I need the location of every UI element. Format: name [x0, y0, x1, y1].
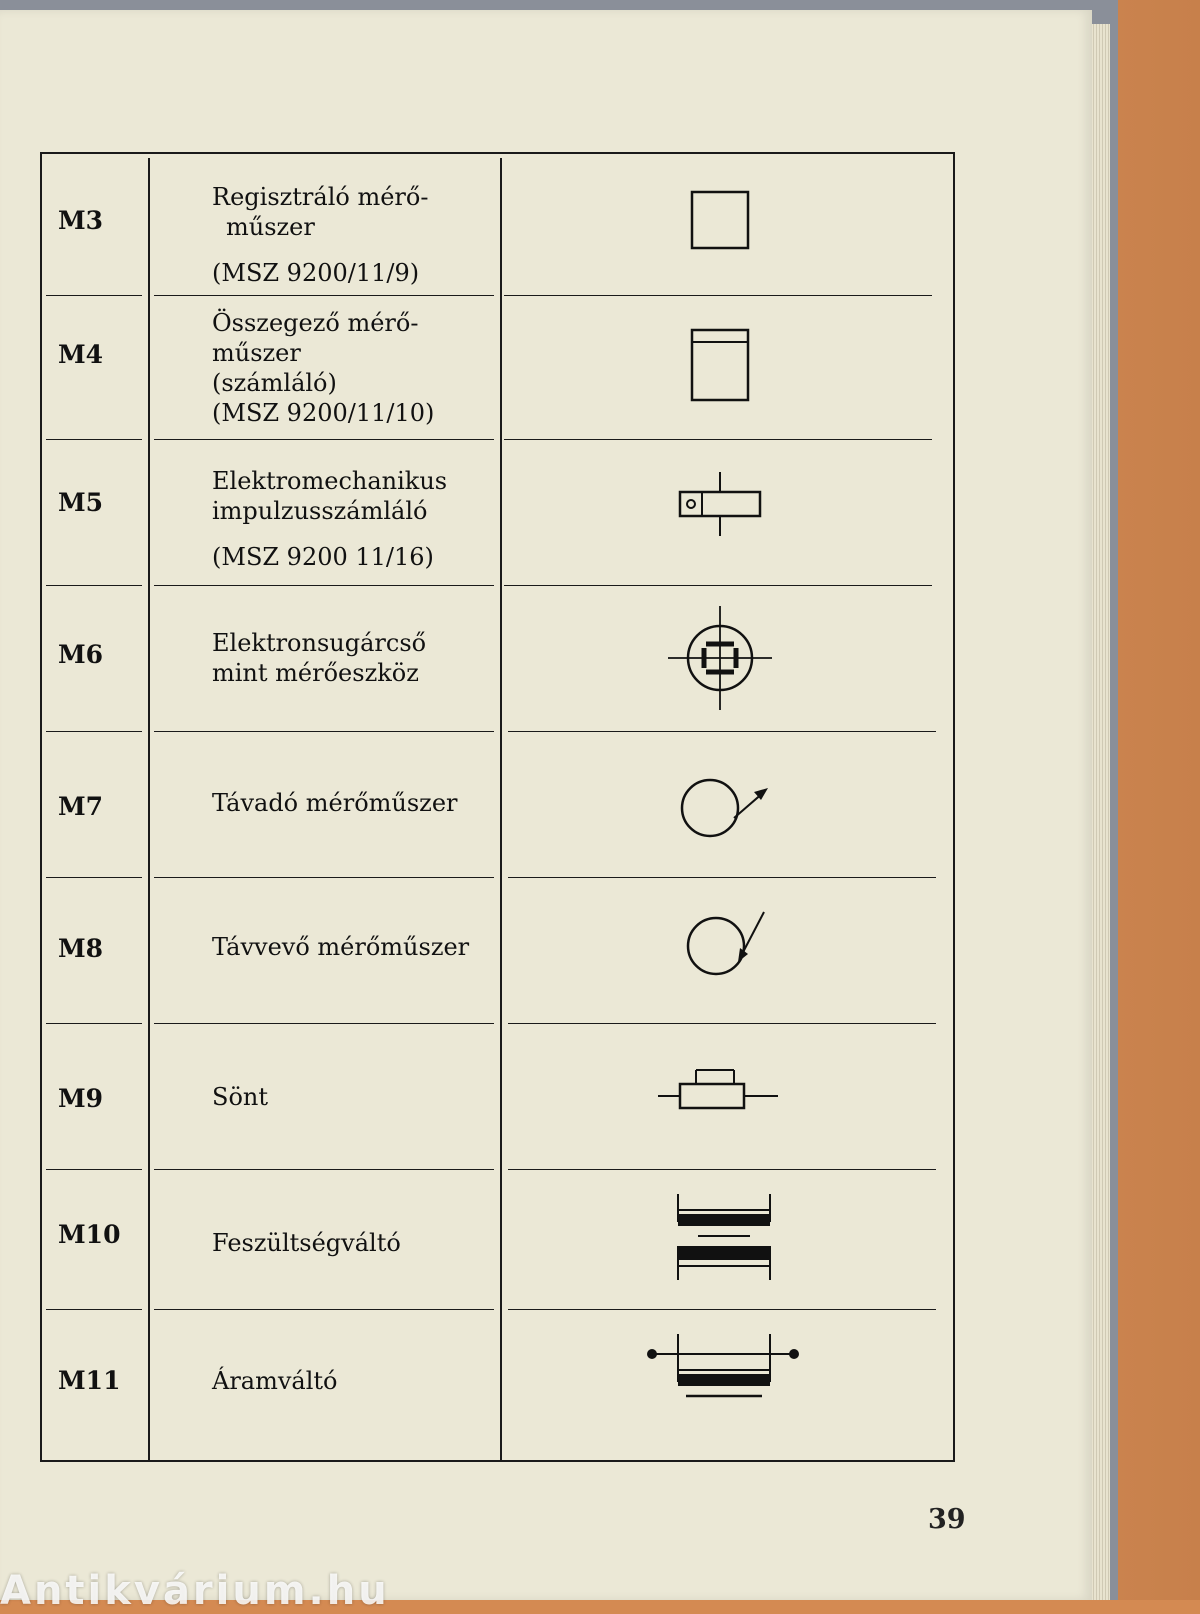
- book-page: [0, 10, 1092, 1600]
- page-number: 39: [928, 1504, 966, 1535]
- row-description: [212, 182, 542, 288]
- row-code: M8: [58, 934, 104, 963]
- row-description: [212, 628, 542, 688]
- symbol-cell: [502, 1310, 952, 1460]
- description-line: (számláló): [212, 369, 337, 397]
- description-line: Áramváltó: [212, 1367, 338, 1395]
- symbol-cell: [502, 586, 952, 732]
- description-line: (MSZ 9200/11/9): [212, 259, 420, 287]
- crt-icon: [502, 586, 952, 732]
- row-code: M4: [58, 340, 104, 369]
- table-row-m10: [42, 1170, 952, 1310]
- row-description: [212, 788, 542, 818]
- row-code: M3: [58, 206, 104, 235]
- symbol-cell: [502, 1024, 952, 1170]
- row-code: M10: [58, 1220, 121, 1249]
- row-description: [212, 1082, 542, 1112]
- description-line: Elektromechanikus: [212, 467, 448, 495]
- description-line: Távadó mérőműszer: [212, 789, 458, 817]
- symbol-cell: [502, 440, 952, 586]
- description-line: Regisztráló mérő-: [212, 183, 429, 211]
- description-line: [212, 242, 542, 250]
- description-line: impulzusszámláló: [212, 497, 428, 525]
- transmitter-icon: [502, 732, 952, 878]
- row-code: M6: [58, 640, 104, 669]
- row-description: [212, 932, 542, 962]
- row-description: [212, 1228, 542, 1258]
- symbol-table: [40, 152, 955, 1462]
- row-description: [212, 466, 542, 572]
- description-line: (MSZ 9200 11/16): [212, 543, 434, 571]
- row-code: M11: [58, 1366, 121, 1395]
- current-transformer-icon: [502, 1310, 952, 1460]
- description-line: [212, 526, 542, 534]
- description-line: mint mérőeszköz: [212, 659, 419, 687]
- counter-box-icon: [502, 296, 952, 440]
- table-row-m7: [42, 732, 952, 878]
- row-description: [212, 308, 542, 428]
- description-line: műszer: [226, 213, 315, 241]
- table-row-m8: [42, 878, 952, 1024]
- receiver-icon: [502, 878, 952, 1024]
- table-row-m9: [42, 1024, 952, 1170]
- voltage-transformer-icon: [502, 1170, 952, 1310]
- row-code: M7: [58, 792, 104, 821]
- row-code: M9: [58, 1084, 104, 1113]
- pulse-counter-icon: [502, 440, 952, 586]
- table-row-m4: [42, 296, 952, 440]
- description-line: Sönt: [212, 1083, 268, 1111]
- symbol-cell: [502, 154, 952, 296]
- row-code: M5: [58, 488, 104, 517]
- symbol-cell: [502, 732, 952, 878]
- table-row-m3: [42, 154, 952, 296]
- description-line: műszer: [212, 339, 301, 367]
- table-row-m6: [42, 586, 952, 732]
- symbol-cell: [502, 878, 952, 1024]
- description-line: Távvevő mérőműszer: [212, 933, 470, 961]
- table-row-m11: [42, 1310, 952, 1460]
- square-icon: [502, 154, 952, 296]
- description-line: (MSZ 9200/11/10): [212, 399, 435, 427]
- row-description: [212, 1366, 542, 1396]
- table-row-m5: [42, 440, 952, 586]
- symbol-cell: [502, 296, 952, 440]
- shunt-icon: [502, 1024, 952, 1170]
- description-line: Feszültségváltó: [212, 1229, 401, 1257]
- description-line: Összegező mérő-: [212, 309, 419, 337]
- description-line: Elektronsugárcső: [212, 629, 427, 657]
- symbol-cell: [502, 1170, 952, 1310]
- watermark: Antikvárium.hu: [0, 1568, 390, 1614]
